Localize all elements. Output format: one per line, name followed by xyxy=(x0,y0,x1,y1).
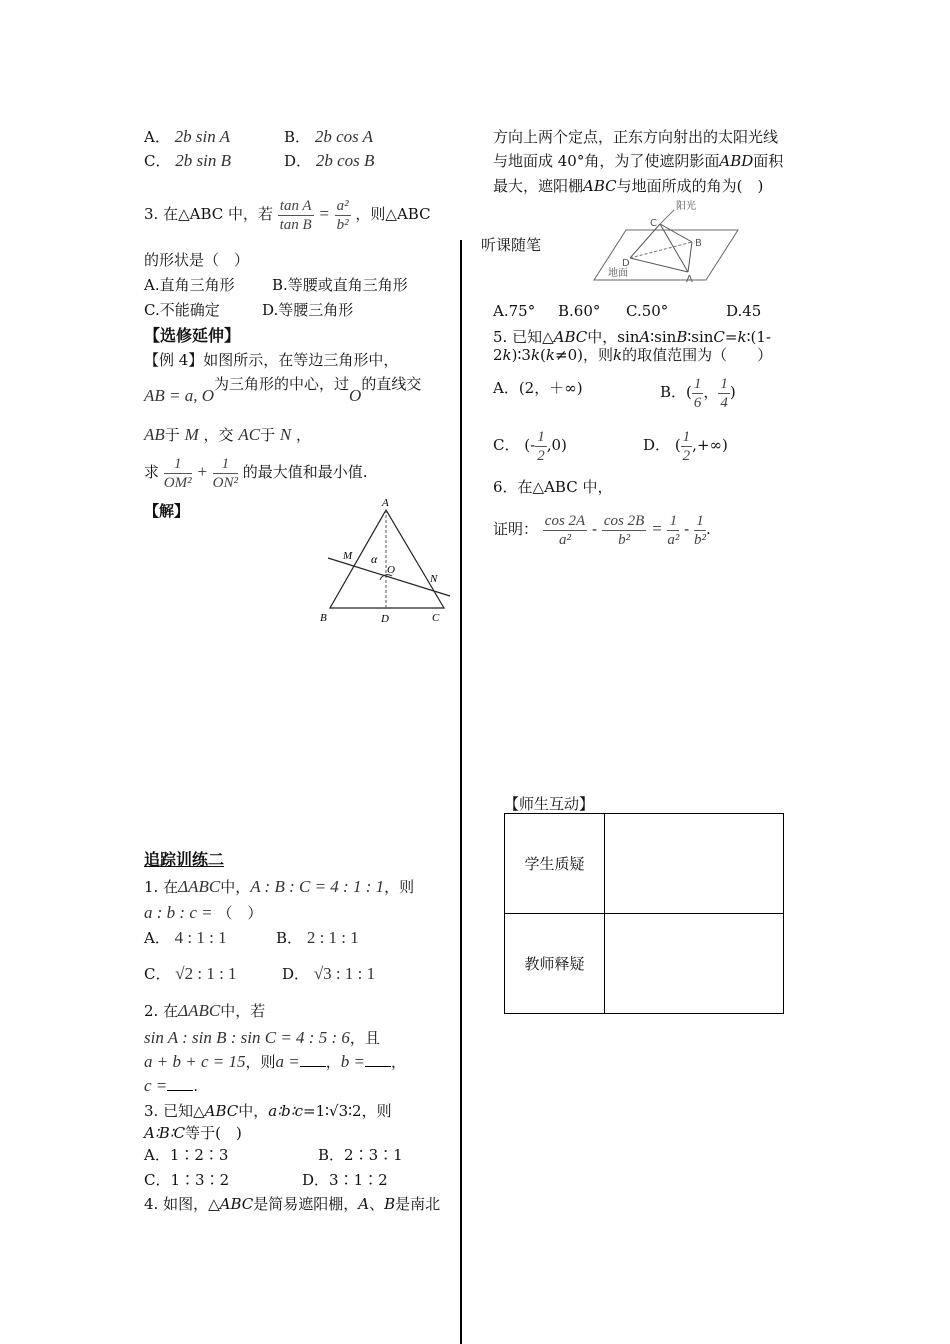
track-q3-line1: 3. 已知△ABC中，a∶b∶c=1∶√3∶2，则 xyxy=(144,1102,392,1120)
q4-continued-2: 与地面成 40°角，为了使遮阴影面ABD面积 xyxy=(493,152,784,170)
fraction-tan: $\frac{\text{tan A}}{\text{tan B}}$ xyxy=(279,197,312,233)
fraction-ab: $\frac{\text{a²}}{\text{b²}}$ xyxy=(336,197,349,233)
track-q3-b: B．2∶3∶1 xyxy=(318,1146,403,1164)
track-q1-a: A． 4 : 1 : 1 xyxy=(144,928,227,947)
track-q4-line1: 4. 如图，△ABC是简易遮阳棚，A、B是南北 xyxy=(144,1195,441,1213)
q4-option-b: B.60° xyxy=(558,302,601,320)
label-b: B xyxy=(320,612,327,624)
track-q2-line4: c = . xyxy=(144,1076,199,1095)
example-4-line1: 【例 4】如图所示，在等边三角形中， xyxy=(144,351,399,369)
q3-option-b: B.等腰或直角三角形 xyxy=(272,276,408,294)
label-n: N xyxy=(430,573,438,585)
q5-option-b: B．( $\frac{1}{6}$ ， $\frac{1}{4}$ ) xyxy=(660,375,736,411)
q4-continued-3: 最大，遮阳棚ABC与地面所成的角为( ) xyxy=(493,177,764,195)
label-a: A xyxy=(382,497,389,509)
label-d: D xyxy=(381,613,389,625)
track-q1-c: C． √2 : 1 : 1 xyxy=(144,964,237,983)
sunshade-figure xyxy=(590,196,742,286)
section-extension-title: 【选修延伸】 xyxy=(144,326,241,345)
q5-line1: 5. 已知△ABC中，sinA∶sinB∶sinC=k∶(1- xyxy=(493,328,771,346)
column-divider xyxy=(460,240,462,1344)
option-b-prev: B． 2b cos A xyxy=(284,127,374,146)
q6-proof: 证明： $\frac{\cos 2A}{\text{a²}}$ - $\frac{\cos 2B}{\text{b²}}$ = $\frac{1}{\text{a²}}$ - $\frac{1}{\text{b²}}$ . xyxy=(493,512,711,548)
option-d-prev: D． 2b cos B xyxy=(284,151,375,170)
notes-label: 听课随笔 xyxy=(481,236,542,254)
track-q1-line1: 1. 在ΔABC中，A : B : C = 4 : 1 : 1，则 xyxy=(144,877,415,896)
q4-continued-1: 方向上两个定点，正东方向射出的太阳光线 xyxy=(493,128,779,146)
fig2-label-a: A xyxy=(686,274,693,285)
question-3-line2: 的形状是（ ） xyxy=(144,251,250,269)
track-q3-a: A．1∶2∶3 xyxy=(144,1146,229,1164)
fig2-label-d: D xyxy=(622,258,630,269)
track-q2-line1: 2. 在ΔABC中，若 xyxy=(144,1001,266,1020)
blank-b[interactable] xyxy=(365,1052,391,1067)
student-question-cell[interactable] xyxy=(605,814,784,914)
label-ground: 地面 xyxy=(608,268,628,279)
q5-line2: 2k)∶3k(k≠0)，则k的取值范围为（ ） xyxy=(493,346,773,364)
example-4-line3: AB于 M ，交 AC于 N ， xyxy=(144,425,311,444)
track-q3-c: C．1∶3∶2 xyxy=(144,1171,230,1189)
triangle-figure xyxy=(310,494,458,626)
track-q2-line3: a + b + c = 15，则a = ，b = ， xyxy=(144,1052,406,1071)
fig2-label-c: C xyxy=(650,218,657,229)
option-a-prev: A． 2b sin A xyxy=(144,127,231,146)
label-c: C xyxy=(432,612,440,624)
track-title: 追踪训练二 xyxy=(144,850,225,869)
track-q1-d: D． √3 : 1 : 1 xyxy=(282,964,376,983)
q4-option-a: A.75° xyxy=(493,302,536,320)
solution-label: 【解】 xyxy=(144,502,190,520)
q3-option-a: A.直角三角形 xyxy=(144,276,235,294)
option-c-prev: C． 2b sin B xyxy=(144,151,231,170)
label-o: O xyxy=(387,564,395,576)
track-q2-line2: sin A : sin B : sin C = 4 : 5 : 6，且 xyxy=(144,1028,380,1047)
track-q1-line2: a : b : c = （ ） xyxy=(144,903,263,922)
track-q3-d: D．3∶1∶2 xyxy=(302,1171,388,1189)
label-alpha: α xyxy=(371,552,378,566)
track-q3-line2: A∶B∶C等于( ) xyxy=(144,1124,242,1142)
label-sunlight: 阳光 xyxy=(676,201,696,212)
fig2-label-b: B xyxy=(695,238,702,249)
q5-option-c: C． (- $\frac{1}{2}$ ,0) xyxy=(493,428,567,464)
example-4-line4: 求 $\frac{1}{\text{OM²}}$ + $\frac{1}{\text{ON²}}$ 的最大值和最小值. xyxy=(144,455,368,491)
q3-option-d: D.等腰三角形 xyxy=(262,301,354,319)
q5-option-a: A．(2，＋∞) xyxy=(493,379,583,397)
blank-c[interactable] xyxy=(167,1076,193,1091)
blank-a[interactable] xyxy=(300,1052,326,1067)
example-4-line2: AB = a, O为三角形的中心，过O的直线交 xyxy=(144,375,422,405)
q3-option-c: C.不能确定 xyxy=(144,301,220,319)
track-q1-b: B． 2 : 1 : 1 xyxy=(276,928,359,947)
student-question-label: 学生质疑 xyxy=(505,814,605,914)
teacher-answer-label: 教师释疑 xyxy=(505,914,605,1014)
teacher-answer-cell[interactable] xyxy=(605,914,784,1014)
q4-option-c: C.50° xyxy=(626,302,669,320)
question-3: 3. 在△ABC 中，若 $\frac{\text{tan A}}{\text{tan B}}$ = $\frac{\text{a²}}{\text{b²}}$ ，则△ABC xyxy=(144,197,431,233)
q5-option-d: D． ( $\frac{1}{2}$ ,+∞) xyxy=(643,428,728,464)
interaction-title: 【师生互动】 xyxy=(504,795,595,813)
interaction-table xyxy=(504,813,784,1014)
label-m: M xyxy=(343,550,353,562)
q4-option-d: D.45 xyxy=(726,302,762,320)
q6-line1: 6．在△ABC 中， xyxy=(493,478,613,496)
